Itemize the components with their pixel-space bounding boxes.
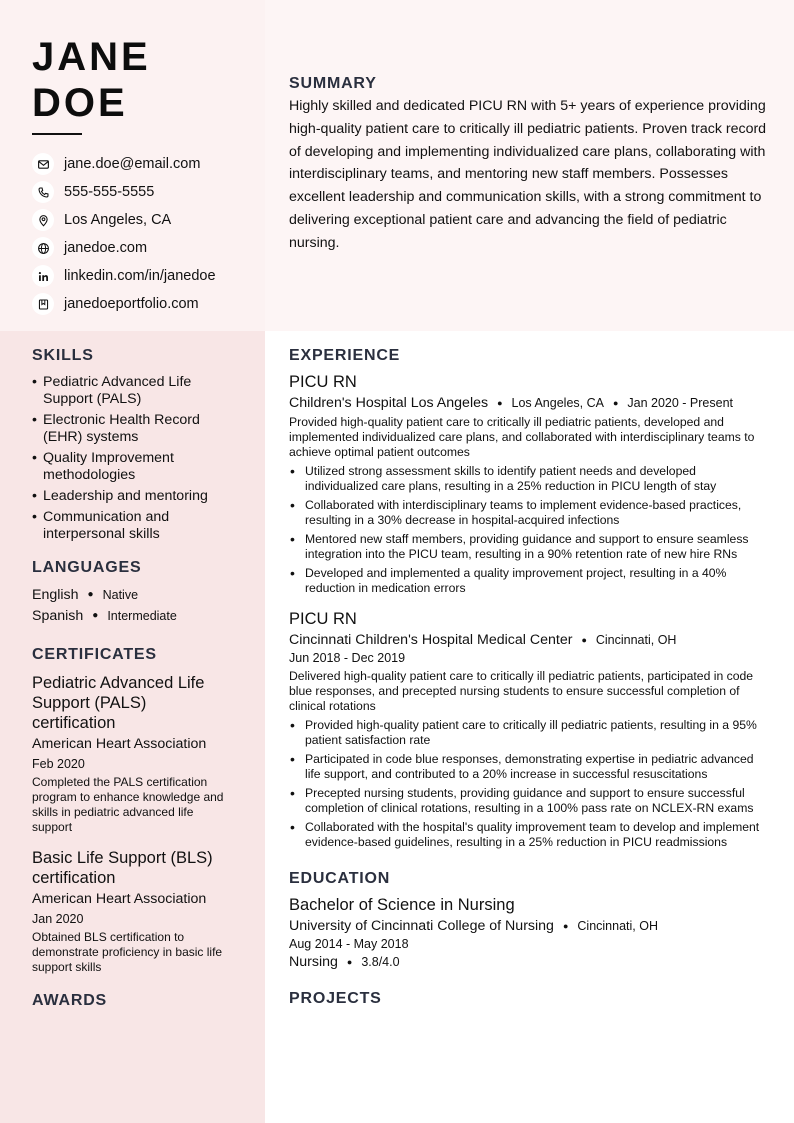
language-row <box>32 605 232 626</box>
experience-heading: EXPERIENCE <box>289 347 401 364</box>
skill-item: • Leadership and mentoring <box>32 488 232 505</box>
achievement-item: • Developed and implemented a quality improvement project, resulting in a 40% reduction in medication errors <box>289 566 769 596</box>
skills-heading: SKILLS <box>32 347 94 364</box>
skill-item: • Quality Improvement methodologies <box>32 450 232 484</box>
skill-item: • Communication and interpersonal skills <box>32 509 232 543</box>
school-location: Cincinnati, OH <box>577 919 658 933</box>
contact-website[interactable] <box>32 234 252 262</box>
job-location: Los Angeles, CA <box>511 396 604 410</box>
dot-separator: ● <box>612 398 619 408</box>
skill-item: • Electronic Health Record (EHR) systems <box>32 412 232 446</box>
languages-list <box>32 584 232 626</box>
projects-heading: PROJECTS <box>289 990 382 1007</box>
mail-icon <box>32 153 54 175</box>
education-gpa: 3.8/4.0 <box>361 955 400 969</box>
job-dates: Jan 2020 - Present <box>627 396 734 410</box>
achievement-item: • Provided high-quality patient care to critically ill pediatric patients, resulting in a 95% patient satisfaction rate <box>289 718 769 748</box>
job-entry <box>289 610 769 850</box>
skill-item: • Pediatric Advanced Life Support (PALS) <box>32 374 232 408</box>
contact-linkedin-text: linkedin.com/in/janedoe <box>64 268 216 284</box>
dot-separator: ● <box>87 589 94 600</box>
contact-email-text: jane.doe@email.com <box>64 156 201 172</box>
job-title: PICU RN <box>289 373 357 391</box>
dot-separator: ● <box>497 398 503 408</box>
dot-separator: ● <box>581 635 587 645</box>
contact-email[interactable] <box>32 150 252 178</box>
job-description: Delivered high-quality patient care to critically ill pediatric patients, participated in code blue responses, and precepted nursing students to ensure successful completion of clinical rotations <box>289 669 754 713</box>
skills-list <box>32 374 232 543</box>
language-name: English <box>32 586 79 603</box>
certificate-date: Feb 2020 <box>32 757 85 771</box>
summary-heading: SUMMARY <box>289 75 377 92</box>
language-level: Intermediate <box>107 608 177 623</box>
job-meta <box>289 395 769 411</box>
achievement-item: • Participated in code blue responses, demonstrating expertise in pediatric advanced life support, and contributed to a 20% increase in successful resuscitations <box>289 752 769 782</box>
job-entry <box>289 373 769 596</box>
contact-list <box>32 150 252 318</box>
achievement-item: • Collaborated with the hospital's quality improvement team to develop and implement evidence-based guidelines, resulting in a 25% reduction in PICU readmissions <box>289 820 769 850</box>
achievement-item: • Precepted nursing students, providing guidance and support to ensure successful completion of clinical rotations, resulting in a 100% pass rate on NCLEX-RN exams <box>289 786 769 816</box>
name-divider <box>32 133 82 135</box>
left-column <box>32 347 232 1010</box>
bookmark-icon <box>32 293 54 315</box>
contact-portfolio-text: janedoeportfolio.com <box>64 296 199 312</box>
certificates-heading: CERTIFICATES <box>32 646 157 663</box>
certificate-entry <box>32 673 232 835</box>
education-heading: EDUCATION <box>289 870 391 887</box>
certificate-name: Pediatric Advanced Life Support (PALS) certification <box>32 674 205 732</box>
language-row <box>32 584 232 605</box>
job-employer: Cincinnati Children's Hospital Medical Center <box>289 632 573 648</box>
contact-portfolio[interactable] <box>32 290 252 318</box>
job-employer: Children's Hospital Los Angeles <box>289 395 489 411</box>
location-pin-icon <box>32 209 54 231</box>
job-location: Cincinnati, OH <box>595 633 677 647</box>
contact-phone[interactable] <box>32 178 252 206</box>
education-field-row <box>289 954 769 970</box>
awards-heading: AWARDS <box>32 992 108 1009</box>
achievement-item: • Utilized strong assessment skills to identify patient needs and developed individualized care plans, resulting in a 25% reduction in PICU length of stay <box>289 464 769 494</box>
education-dates: Aug 2014 - May 2018 <box>289 937 409 951</box>
language-level: Native <box>102 587 139 602</box>
contact-location <box>32 206 252 234</box>
certificate-org: American Heart Association <box>32 736 207 752</box>
linkedin-icon <box>32 265 54 287</box>
achievement-item: • Mentored new staff members, providing guidance and support to ensure seamless integration into the PICU team, resulting in a 90% retention rate of new hire RNs <box>289 532 769 562</box>
education-meta <box>289 918 769 934</box>
job-title: PICU RN <box>289 610 357 628</box>
dot-separator: ● <box>346 957 353 967</box>
dot-separator: ● <box>92 610 99 621</box>
summary-text: Highly skilled and dedicated PICU RN with 5+ years of experience providing high-quality patient care to critically ill pediatric patients. Proven track record of developing and implementing individualized care plans, collaborating with interdisciplinary teams, and mentoring new staff members. Possesses excellent leadership and communication skills, with a strong commitment to delivering exceptional patient care and advancing the field of pediatric nursing. <box>289 98 767 251</box>
certificate-date: Jan 2020 <box>32 912 84 926</box>
job-meta <box>289 632 769 648</box>
contact-website-text: janedoe.com <box>64 240 148 256</box>
certificate-org: American Heart Association <box>32 891 207 907</box>
degree-name: Bachelor of Science in Nursing <box>289 896 515 914</box>
certificate-desc: Completed the PALS certification program to enhance knowledge and skills in pediatric advanced life support <box>32 775 224 834</box>
right-column <box>289 347 769 1008</box>
achievement-item: • Collaborated with interdisciplinary teams to implement evidence-based practices, resulting in a 30% decrease in hospital-acquired infections <box>289 498 769 528</box>
job-description: Provided high-quality patient care to critically ill pediatric patients, developed and implemented individualized care plans, and collaborated with interdisciplinary teams to achieve optimal patient outcomes <box>289 415 755 459</box>
languages-heading: LANGUAGES <box>32 559 142 576</box>
education-entry <box>289 896 769 970</box>
job-dates: Jun 2018 - Dec 2019 <box>289 651 406 665</box>
education-field: Nursing <box>289 954 338 970</box>
contact-location-text: Los Angeles, CA <box>64 212 172 228</box>
last-name: DOE <box>32 81 128 125</box>
candidate-name <box>32 34 151 126</box>
summary-section <box>289 75 774 255</box>
contact-linkedin[interactable] <box>32 262 252 290</box>
school-name: University of Cincinnati College of Nursing <box>289 918 554 934</box>
certificate-entry <box>32 848 232 975</box>
language-name: Spanish <box>32 607 84 624</box>
first-name: JANE <box>32 35 151 79</box>
globe-icon <box>32 237 54 259</box>
phone-icon <box>32 181 54 203</box>
contact-phone-text: 555-555-5555 <box>64 184 155 200</box>
job-achievements <box>289 718 769 850</box>
dot-separator: ● <box>562 921 569 931</box>
certificate-name: Basic Life Support (BLS) certification <box>32 849 213 887</box>
certificate-desc: Obtained BLS certification to demonstrate proficiency in basic life support skills <box>32 930 223 974</box>
job-achievements <box>289 464 769 596</box>
